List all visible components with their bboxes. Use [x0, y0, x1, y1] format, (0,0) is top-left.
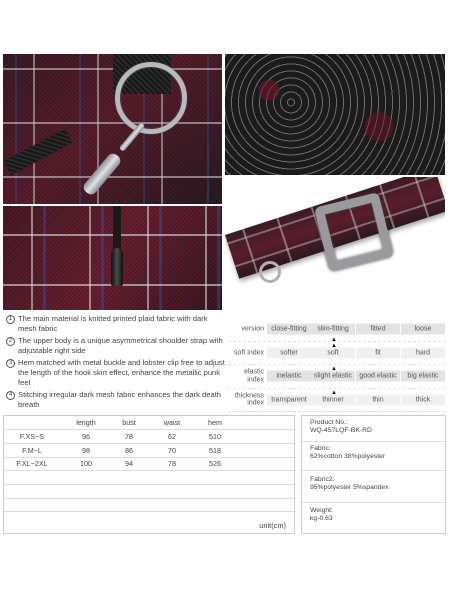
- feature-number: 1: [6, 315, 15, 324]
- table-row: [4, 443, 294, 457]
- attribute-option: thick: [401, 394, 445, 405]
- spacer-cell: [232, 457, 294, 471]
- product-number-label: Product No.:: [310, 419, 348, 426]
- hem-cell: 526: [198, 457, 232, 471]
- attribute-option: loose: [401, 324, 445, 335]
- waist-cell: 62: [146, 430, 198, 444]
- feature-text: Hem matched with metal buckle and lobster clip free to adjust the length of the hook skirt effect, enhance the metallic punk feel: [18, 358, 225, 387]
- detail-photo-buckle: [225, 177, 445, 310]
- unit-label: unit(cm): [259, 521, 286, 530]
- bust-cell: 78: [112, 430, 146, 444]
- attribute-option: good elastic: [356, 371, 400, 382]
- fabric1-label: Fabric:: [310, 445, 331, 452]
- attribute-row: [228, 389, 446, 413]
- strap-loop: [3, 129, 72, 176]
- weight-row: [302, 503, 445, 524]
- zipper-pull: [111, 248, 123, 286]
- waist-cell: 70: [146, 443, 198, 457]
- attribute-label: elastic index: [244, 368, 264, 384]
- selected-marker-icon: ▲: [331, 389, 337, 396]
- feature-list: [6, 314, 226, 412]
- size-cell: F.XL~2XL: [4, 457, 60, 471]
- empty-cell: [4, 471, 294, 485]
- header-cell: hem: [198, 416, 232, 430]
- empty-row: [4, 498, 294, 512]
- attribute-option: hard: [401, 347, 445, 358]
- weight-label: Weight:: [310, 507, 333, 514]
- feature-text: The upper body is a unique asymmetrical shoulder strap with adjustable right side: [18, 336, 223, 355]
- attribute-option: fitted: [356, 324, 400, 335]
- attribute-label: soft index: [234, 349, 264, 356]
- feature-number: 4: [6, 391, 15, 400]
- fabric1-value: 62%cotton 38%polyester: [310, 453, 386, 460]
- attribute-option: inelastic: [267, 371, 311, 382]
- product-number: WQ-457LQF-BK-RD: [310, 427, 372, 434]
- spacer-cell: [232, 416, 294, 430]
- selected-marker-icon: ▲: [331, 337, 337, 343]
- metal-ring-icon: [115, 62, 187, 134]
- detail-photo-strap: [3, 54, 222, 204]
- feature-text: Stitching irregular dark mesh fabric enhances the dark death breath: [18, 390, 222, 409]
- attribute-option: soft: [311, 347, 355, 358]
- fabric2-value: 95%polyester 5%spandex: [310, 484, 389, 491]
- detail-photo-mesh: [225, 54, 445, 175]
- size-table: [4, 416, 294, 526]
- empty-row: [4, 512, 294, 526]
- size-table-header: [4, 416, 294, 430]
- attribute-row: [228, 365, 446, 389]
- feature-text: The main material is knitted printed plaid fabric with dark mesh fabric: [18, 314, 208, 333]
- table-row: [4, 430, 294, 444]
- attribute-option: slim-fitting: [311, 324, 355, 335]
- fabric2-row: [302, 471, 445, 503]
- spacer-cell: [232, 430, 294, 444]
- attribute-option: slight elastic: [311, 371, 355, 382]
- header-cell: bust: [112, 416, 146, 430]
- weight-value: kg-0.63: [310, 515, 333, 522]
- attribute-option: transparent: [267, 394, 311, 405]
- product-info: [301, 415, 446, 534]
- empty-row: [4, 484, 294, 498]
- feature-number: 2: [6, 337, 15, 346]
- selected-marker-icon: ▲: [331, 366, 337, 372]
- attribute-label: thickness index: [234, 392, 264, 407]
- feature-item: [6, 336, 226, 355]
- attribute-option: big elastic: [401, 371, 445, 382]
- feature-item: [6, 390, 226, 409]
- header-cell: length: [60, 416, 112, 430]
- attribute-option: thin: [356, 394, 400, 405]
- feature-item: [6, 314, 226, 333]
- empty-cell: [4, 512, 294, 526]
- product-number-row: [302, 416, 445, 442]
- fabric2-label: Fabric2:: [310, 476, 335, 483]
- attribute-row: [228, 318, 446, 342]
- header-cell: [4, 416, 60, 430]
- size-cell: F.XS~S: [4, 430, 60, 444]
- hem-cell: 510: [198, 430, 232, 444]
- empty-row: [4, 471, 294, 485]
- size-chart: [3, 415, 295, 534]
- attribute-label: version: [241, 325, 264, 333]
- feature-number: 3: [6, 359, 15, 368]
- attribute-option: close-fitting: [267, 324, 311, 335]
- detail-photo-zipper: [3, 206, 222, 310]
- hem-cell: 518: [198, 443, 232, 457]
- length-cell: 96: [60, 430, 112, 444]
- table-row: [4, 457, 294, 471]
- attribute-row: [228, 342, 446, 366]
- length-cell: 98: [60, 443, 112, 457]
- bust-cell: 94: [112, 457, 146, 471]
- fabric1-row: [302, 442, 445, 471]
- length-cell: 100: [60, 457, 112, 471]
- feature-item: [6, 358, 226, 387]
- header-cell: waist: [146, 416, 198, 430]
- attribute-option: fit: [356, 347, 400, 358]
- size-cell: F.M~L: [4, 443, 60, 457]
- lobster-clip-icon: [81, 151, 123, 197]
- empty-cell: [4, 498, 294, 512]
- waist-cell: 78: [146, 457, 198, 471]
- empty-cell: [4, 484, 294, 498]
- d-ring-icon: [259, 261, 281, 283]
- attribute-option: thinner: [311, 394, 355, 405]
- spacer-cell: [232, 443, 294, 457]
- attribute-grid: [228, 318, 446, 412]
- selected-marker-icon: ▲: [331, 342, 337, 349]
- bust-cell: 86: [112, 443, 146, 457]
- attribute-option: softer: [267, 347, 311, 358]
